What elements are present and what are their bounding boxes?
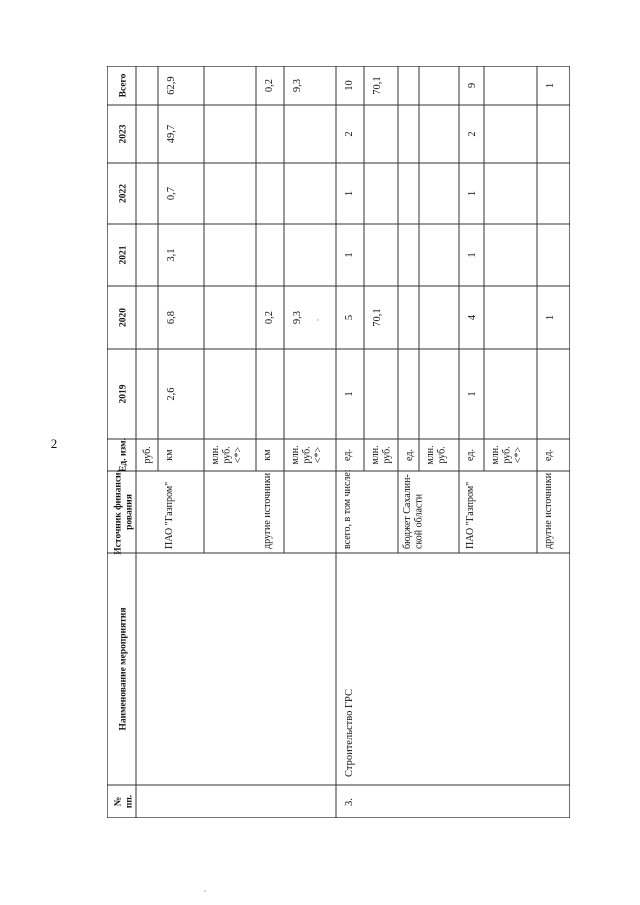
- value-cell: 62,9: [166, 76, 177, 95]
- value-cell: 9,3: [292, 78, 303, 93]
- header-unit: Ед. изм.: [118, 438, 129, 472]
- source-cell: другие источники: [543, 472, 554, 549]
- item-name: Строительство ГРС: [344, 688, 355, 777]
- value-cell: 3,1: [166, 248, 177, 262]
- value-cell: 1: [545, 82, 556, 89]
- value-cell: 0,2: [264, 78, 275, 93]
- value-cell: 9: [467, 82, 478, 89]
- source-cell: всего, в том числе:: [342, 469, 353, 549]
- value-cell: 1: [344, 190, 355, 197]
- header-name: Наименование мероприятия: [118, 607, 129, 731]
- value-cell: 0,7: [166, 186, 177, 201]
- unit-cell: млн.руб.<*>: [490, 445, 524, 465]
- value-cell: 4: [467, 314, 478, 321]
- header-y2020: 2020: [118, 308, 129, 327]
- source-cell: бюджет Сахалин-ской области: [402, 474, 425, 549]
- scan-speck: [204, 890, 205, 891]
- unit-cell: млн.руб.<*>: [210, 445, 244, 465]
- header-total: Всего: [118, 73, 129, 98]
- unit-cell: ед.: [543, 449, 554, 461]
- value-cell: 1: [344, 252, 355, 258]
- unit-cell: млн.руб.: [370, 445, 393, 465]
- unit-cell: млн.руб.<*>: [290, 445, 324, 465]
- value-cell: 70,1: [372, 76, 383, 95]
- value-cell: 10: [344, 80, 355, 91]
- scan-speck: [317, 319, 318, 320]
- header-source: Источник финанси-рования: [113, 469, 135, 555]
- value-cell: 1: [467, 190, 478, 197]
- value-cell: 0,2: [264, 310, 275, 325]
- header-num: №пп.: [113, 794, 135, 809]
- header-y2022: 2022: [118, 184, 129, 203]
- source-cell: ПАО "Газпром": [164, 481, 175, 549]
- value-cell: 1: [467, 391, 478, 397]
- unit-cell: ед.: [465, 449, 476, 461]
- value-cell: 2,6: [166, 387, 177, 401]
- unit-cell: млн.руб.: [425, 445, 448, 465]
- header-y2021: 2021: [118, 245, 129, 265]
- unit-cell: ед.: [404, 449, 415, 461]
- header-y2023: 2023: [118, 124, 129, 144]
- header-y2019: 2019: [118, 384, 129, 404]
- page-number: 2: [50, 436, 58, 451]
- value-cell: 1: [545, 314, 556, 321]
- unit-cell: ед.: [342, 449, 353, 461]
- source-cell: ПАО "Газпром": [465, 481, 476, 549]
- unit-cell: руб.: [142, 446, 153, 464]
- value-cell: 9,3: [292, 310, 303, 325]
- value-cell: 5: [344, 314, 355, 321]
- value-cell: 2: [344, 131, 355, 137]
- value-cell: 49,7: [166, 124, 177, 144]
- unit-cell: км: [262, 449, 273, 461]
- unit-cell: км: [164, 449, 175, 461]
- value-cell: 1: [467, 252, 478, 258]
- value-cell: 6,8: [166, 310, 177, 325]
- value-cell: 1: [344, 391, 355, 397]
- item-number: 3.: [344, 798, 355, 806]
- value-cell: 2: [467, 131, 478, 137]
- source-cell: другие источники: [262, 472, 273, 549]
- value-cell: 70,1: [372, 308, 383, 327]
